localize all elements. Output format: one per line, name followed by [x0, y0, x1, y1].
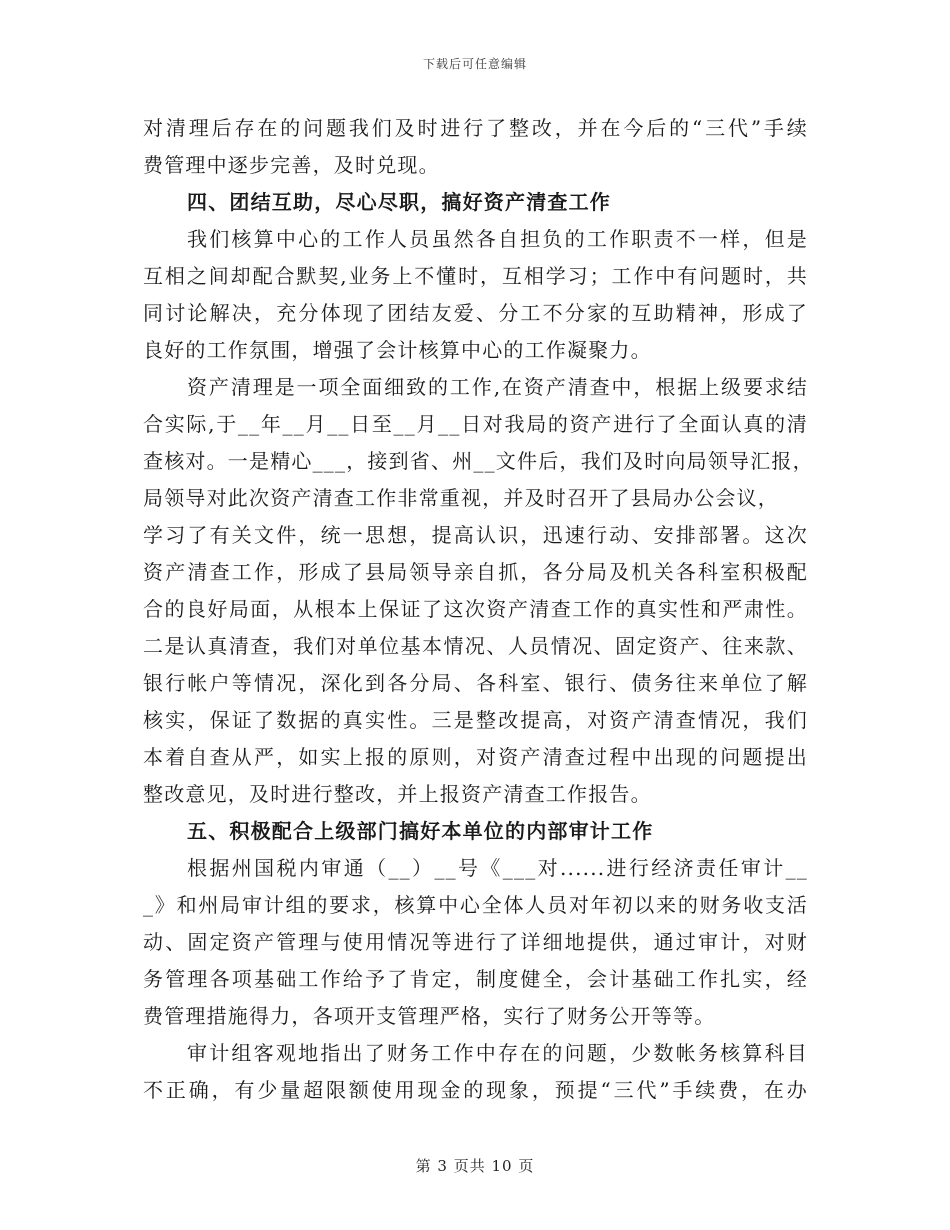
text-line: 同讨论解决，充分体现了团结友爱、分工不分家的互助精神，形成了	[143, 301, 808, 325]
page-header: 下载后可任意编辑	[422, 57, 527, 71]
page-footer: 第 3 页共 10 页	[415, 1157, 535, 1175]
paragraph-end-line: 整改意见，及时进行整改，并上报资产清查工作报告。	[143, 782, 652, 806]
document-body	[143, 110, 814, 1109]
text-line: 互相之间却配合默契,业务上不懂时，互相学习；工作中有问题时，共	[143, 264, 808, 288]
text-line: 核实，保证了数据的真实性。三是整改提高，对资产清查情况，我们	[143, 708, 808, 732]
text-line: 本着自查从严，如实上报的原则，对资产清查过程中出现的问题提出	[143, 745, 808, 769]
text-line: 资产清查工作，形成了县局领导亲自抓，各分局及机关各科室积极配	[143, 560, 808, 584]
text-line: 动、固定资产管理与使用情况等进行了详细地提供，通过审计，对财	[143, 930, 808, 954]
paragraph-end-line: 费管理措施得力，各项开支管理严格，实行了财务公开等等。	[143, 1004, 716, 1028]
paragraph-start-line: 我们核算中心的工作人员虽然各自担负的工作职责不一样，但是	[187, 227, 808, 251]
paragraph-start-line: 根据州国税内审通（__）__号《___对......进行经济责任审计__	[187, 856, 808, 880]
text-line: 不正确，有少量超限额使用现金的现象，预提“三代”手续费，在办	[143, 1078, 808, 1102]
text-line: 合实际,于__年__月__日至__月__日对我局的资产进行了全面认真的清	[143, 412, 808, 436]
paragraph-end-line: 良好的工作氛围，增强了会计核算中心的工作凝聚力。	[143, 338, 652, 362]
text-line: 银行帐户等情况，深化到各分局、各科室、银行、债务往来单位了解	[143, 671, 808, 695]
text-line: 学习了有关文件，统一思想，提高认识，迅速行动、安排部署。这次	[143, 523, 808, 547]
paragraph-start-line: 资产清理是一项全面细致的工作,在资产清查中，根据上级要求结	[187, 375, 808, 399]
paragraph-end-line: 局领导对此次资产清查工作非常重视，并及时召开了县局办公会议，	[143, 486, 779, 510]
paragraph-start-line: 审计组客观地指出了财务工作中存在的问题，少数帐务核算科目	[187, 1041, 808, 1065]
text-line: _》和州局审计组的要求，核算中心全体人员对年初以来的财务收支活	[143, 893, 808, 917]
text-line: 查核对。一是精心___，接到省、州__文件后，我们及时向局领导汇报，	[143, 449, 814, 473]
text-line: 对清理后存在的问题我们及时进行了整改，并在今后的“三代”手续	[143, 116, 808, 140]
text-line: 合的良好局面，从根本上保证了这次资产清查工作的真实性和严肃性。	[143, 597, 808, 621]
section-heading: 五、积极配合上级部门搞好本单位的内部审计工作	[187, 819, 654, 843]
paragraph-end-line: 费管理中逐步完善，及时兑现。	[143, 153, 440, 177]
section-heading: 四、团结互助，尽心尽职，搞好资产清查工作	[187, 190, 611, 214]
text-line: 务管理各项基础工作给予了肯定，制度健全，会计基础工作扎实，经	[143, 967, 808, 991]
text-line: 二是认真清查，我们对单位基本情况、人员情况、固定资产、往来款、	[143, 634, 808, 658]
